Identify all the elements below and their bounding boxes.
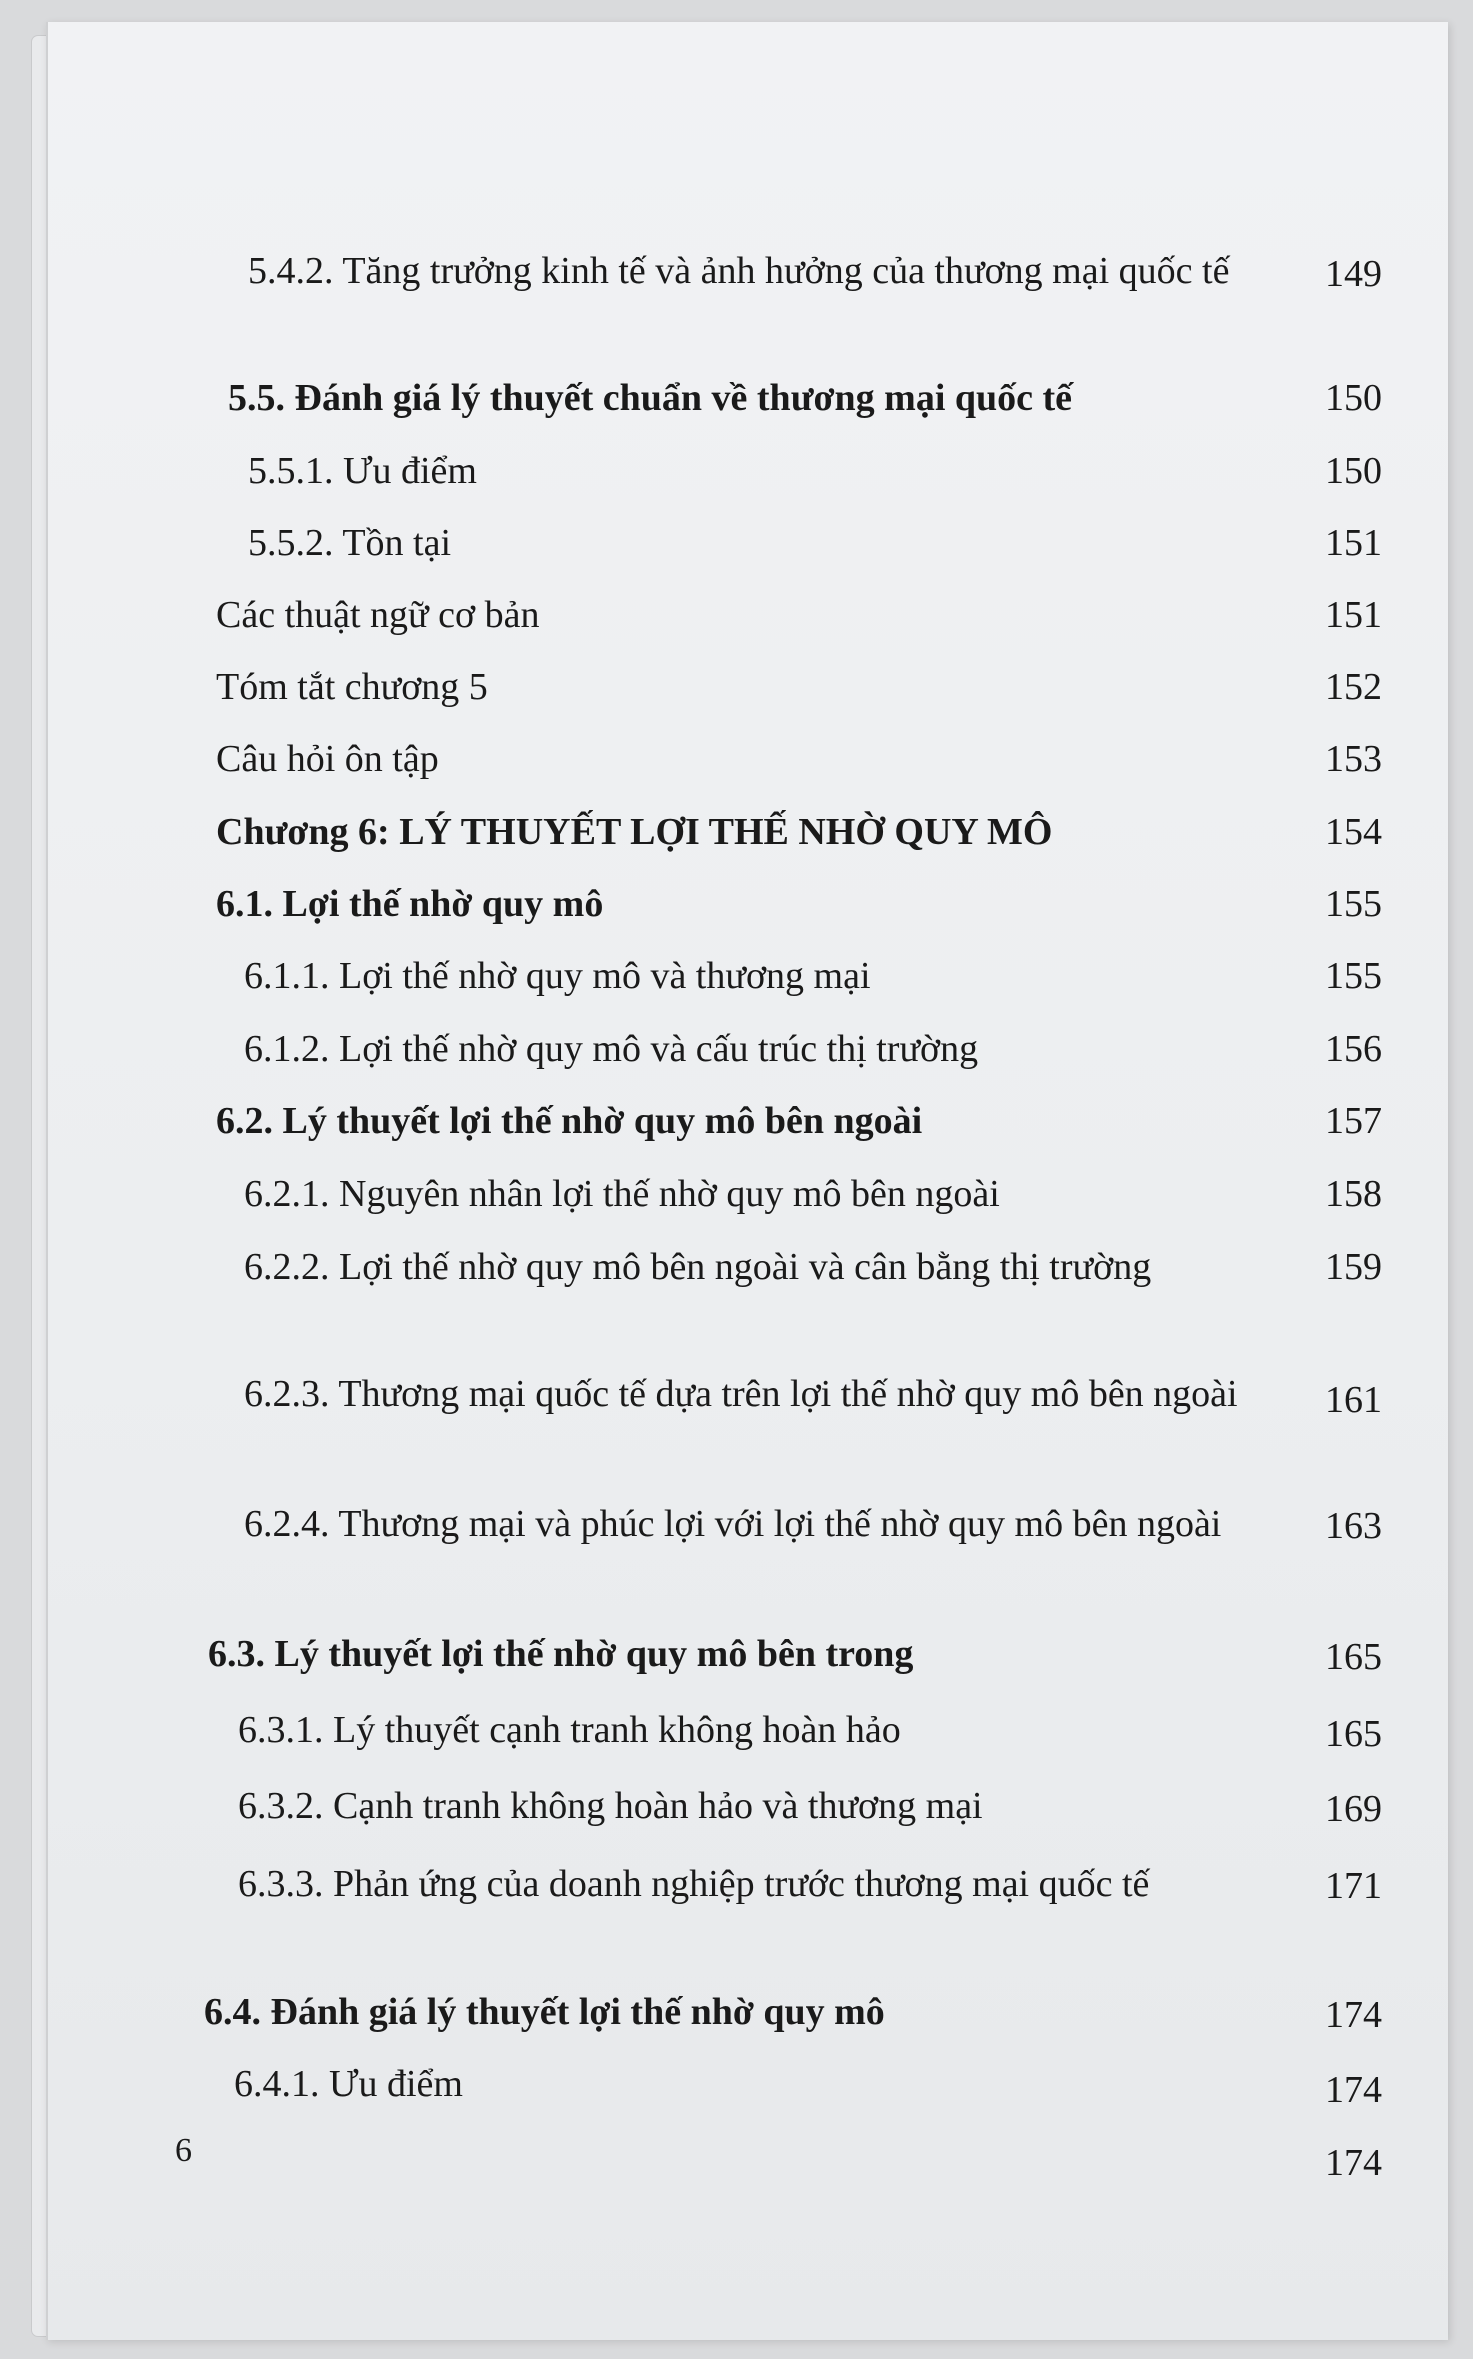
toc-entry-title: Các thuật ngữ cơ bản: [216, 594, 540, 636]
page-number: 6: [175, 2132, 192, 2169]
toc-entry-title: 5.4.2. Tăng trưởng kinh tế và ảnh hưởng của thương mại quốc tế: [248, 250, 1230, 292]
toc-entry-page: 165: [1325, 1713, 1382, 1755]
toc-entry-title: Tóm tắt chương 5: [216, 666, 488, 708]
toc-entry-page: 154: [1325, 811, 1382, 853]
book-page: [46, 22, 1448, 2340]
toc-entry: [244, 1370, 1284, 1466]
toc-entry-page: 174: [1325, 2142, 1382, 2184]
toc-entry-page: 151: [1325, 594, 1382, 636]
toc-entry-page: 150: [1325, 450, 1382, 492]
toc-entry-title: 6.1.1. Lợi thế nhờ quy mô và thương mại: [244, 955, 871, 997]
toc-entry: [238, 1860, 1278, 1956]
toc-entry: [244, 1243, 1284, 1339]
toc-entry-title: 6.3. Lý thuyết lợi thế nhờ quy mô bên trong: [208, 1633, 914, 1675]
toc-entry-page: 156: [1325, 1028, 1382, 1070]
toc-entry-page: 149: [1325, 253, 1382, 295]
toc-entry-page: 157: [1325, 1100, 1382, 1142]
toc-entry-title: 6.4.1. Ưu điểm: [234, 2063, 463, 2105]
toc-entry-page: 152: [1325, 666, 1382, 708]
toc-entry-title: 5.5.2. Tồn tại: [248, 522, 452, 564]
toc-entry-title: Câu hỏi ôn tập: [216, 738, 439, 780]
toc-entry-title: 5.5.1. Ưu điểm: [248, 450, 477, 492]
toc-entry-title: 6.2.2. Lợi thế nhờ quy mô bên ngoài và cân bằng thị trường: [244, 1246, 1152, 1288]
toc-entry-page: 163: [1325, 1505, 1382, 1547]
toc-entry-title: 6.3.1. Lý thuyết cạnh tranh không hoàn hảo: [238, 1709, 901, 1751]
toc-entry-page: 151: [1325, 522, 1382, 564]
toc-entry-page: 174: [1325, 2069, 1382, 2111]
toc-entry-page: 165: [1325, 1636, 1382, 1678]
toc-entry-page: 161: [1325, 1379, 1382, 1421]
toc-entry-title: 6.2.1. Nguyên nhân lợi thế nhờ quy mô bên ngoài: [244, 1173, 1000, 1215]
toc-entry-page: 158: [1325, 1173, 1382, 1215]
toc-entry: [244, 1500, 1284, 1596]
toc-entry-page: 150: [1325, 377, 1382, 419]
toc-entry-page: 174: [1325, 1994, 1382, 2036]
toc-entry-title: 6.3.3. Phản ứng của doanh nghiệp trước thương mại quốc tế: [238, 1863, 1150, 1905]
toc-entry-title: 6.4. Đánh giá lý thuyết lợi thế nhờ quy mô: [204, 1991, 885, 2033]
toc-entry-title: 6.1.2. Lợi thế nhờ quy mô và cấu trúc thị trường: [244, 1028, 979, 1070]
toc-entry-title: 6.2. Lý thuyết lợi thế nhờ quy mô bên ngoài: [216, 1100, 923, 1142]
toc-entry-page: 169: [1325, 1788, 1382, 1830]
toc-entry-title: 6.3.2. Cạnh tranh không hoàn hảo và thương mại: [238, 1785, 983, 1827]
toc-entry-page: 155: [1325, 955, 1382, 997]
toc-entry-page: 155: [1325, 883, 1382, 925]
toc-entry-title: 6.2.3. Thương mại quốc tế dựa trên lợi thế nhờ quy mô bên ngoài: [244, 1373, 1238, 1415]
toc-entry-page: 171: [1325, 1865, 1382, 1907]
toc-entry: [248, 247, 1288, 343]
toc-entry-page: 153: [1325, 738, 1382, 780]
toc-entry-page: 159: [1325, 1246, 1382, 1288]
toc-entry-title: 6.1. Lợi thế nhờ quy mô: [216, 883, 604, 925]
toc-entry-title: 5.5. Đánh giá lý thuyết chuẩn về thương mại quốc tế: [228, 377, 1073, 419]
toc-entry-title: 6.2.4. Thương mại và phúc lợi với lợi thế nhờ quy mô bên ngoài: [244, 1503, 1222, 1545]
toc-entry-title: Chương 6: LÝ THUYẾT LỢI THẾ NHỜ QUY MÔ: [216, 811, 1053, 853]
